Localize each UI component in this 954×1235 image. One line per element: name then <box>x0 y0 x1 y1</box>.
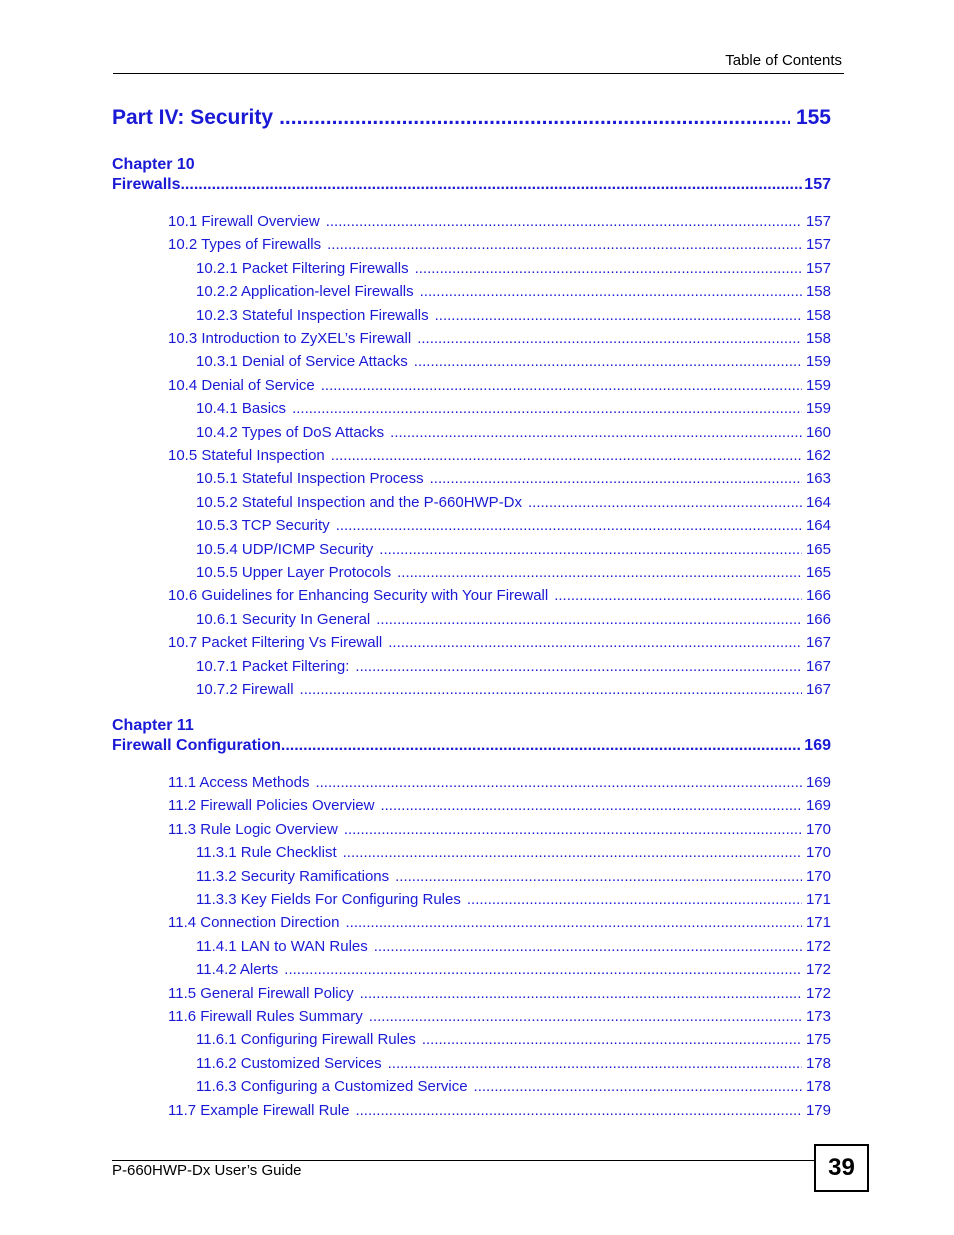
toc-entry[interactable] <box>168 377 831 394</box>
toc-entry[interactable] <box>168 236 831 253</box>
dot-leader <box>417 330 802 347</box>
toc-entry-title: 10.3.1 Denial of Service Attacks <box>196 353 408 371</box>
dot-leader <box>292 400 802 417</box>
footer-guide-title: P-660HWP-Dx User’s Guide <box>112 1162 302 1179</box>
toc-entry-page: 169 <box>805 797 831 815</box>
dot-leader <box>374 938 802 955</box>
toc-entry[interactable] <box>196 541 831 558</box>
toc-entry-page: 178 <box>805 1054 831 1072</box>
toc-entry-title: 11.6.1 Configuring Firewall Rules <box>196 1031 416 1049</box>
toc-entry[interactable] <box>196 470 831 487</box>
toc-entry-page: 165 <box>805 564 831 581</box>
toc-entry[interactable] <box>168 213 831 230</box>
toc-entry-title: 11.7 Example Firewall Rule <box>168 1101 350 1119</box>
dot-leader <box>414 353 802 370</box>
toc-entry-page: 167 <box>805 681 831 698</box>
toc-entry-page: 172 <box>805 937 831 955</box>
toc-entry-page: 157 <box>805 236 831 254</box>
toc-entry-page: 163 <box>805 470 831 488</box>
toc-part-page: 155 <box>795 106 831 129</box>
dot-leader <box>346 914 802 931</box>
toc-entry[interactable] <box>196 844 831 861</box>
dot-leader <box>284 961 802 978</box>
toc-entry[interactable] <box>168 797 831 814</box>
toc-entry-title: 10.6 Guidelines for Enhancing Security with Your Firewall <box>168 587 549 605</box>
toc-entry-page: 162 <box>805 447 831 464</box>
toc-entry-page: 173 <box>805 1008 831 1025</box>
dot-leader <box>415 260 802 277</box>
toc-entry-page: 171 <box>805 914 831 932</box>
toc-entry-title: 10.4.2 Types of DoS Attacks <box>196 423 385 441</box>
toc-entry-page: 166 <box>805 610 831 628</box>
toc-entry-title: 10.4 Denial of Service <box>168 376 315 394</box>
toc-entry-title: 10.4.1 Basics <box>196 400 287 418</box>
toc-entry-title: 10.5.2 Stateful Inspection and the P-660HWP-Dx <box>196 493 523 511</box>
dot-leader <box>422 1031 802 1048</box>
toc-entry-page: 157 <box>805 259 831 277</box>
toc-chapter-page: 157 <box>804 176 831 193</box>
toc-entry-page: 157 <box>805 213 831 230</box>
dot-leader <box>315 774 802 791</box>
toc-entry[interactable] <box>196 517 831 534</box>
toc-entry-page: 158 <box>805 283 831 301</box>
toc-entry-title: 10.5.3 TCP Security <box>196 517 330 535</box>
toc-entry-page: 172 <box>805 984 831 1002</box>
dot-leader <box>528 494 802 511</box>
toc-entry-title: 11.4.1 LAN to WAN Rules <box>196 937 368 955</box>
toc-chapter-entry[interactable] <box>112 176 831 194</box>
toc-entry-title: 11.3.3 Key Fields For Configuring Rules <box>196 891 461 908</box>
toc-entry[interactable] <box>168 914 831 931</box>
dot-leader <box>336 517 802 534</box>
dot-leader <box>360 985 802 1002</box>
toc-entry-title: 10.5.5 Upper Layer Protocols <box>196 564 392 581</box>
dot-leader <box>343 844 802 861</box>
toc-entry-title: 10.1 Firewall Overview <box>168 213 320 230</box>
dot-leader <box>379 541 802 558</box>
toc-entry-page: 171 <box>805 891 831 908</box>
toc-entry[interactable] <box>168 634 831 651</box>
dot-leader <box>554 587 802 604</box>
dot-leader <box>355 658 802 675</box>
dot-leader <box>326 213 802 230</box>
toc-chapter-entry[interactable] <box>112 737 831 755</box>
toc-entry-page: 160 <box>805 423 831 441</box>
dot-leader <box>300 681 802 698</box>
chapter-label: Chapter 10 <box>112 156 195 173</box>
toc-entry-page: 159 <box>805 400 831 418</box>
dot-leader <box>369 1008 802 1025</box>
toc-entry[interactable] <box>196 1031 831 1048</box>
toc-entry[interactable] <box>168 985 831 1002</box>
toc-entry-title: 11.1 Access Methods <box>168 774 310 791</box>
toc-entry-title: 10.7 Packet Filtering Vs Firewall <box>168 634 383 652</box>
toc-entry[interactable] <box>196 283 831 300</box>
toc-entry-page: 175 <box>805 1031 831 1049</box>
dot-leader <box>180 176 802 194</box>
toc-entry[interactable] <box>196 611 831 628</box>
toc-entry[interactable] <box>168 1102 831 1119</box>
dot-leader <box>344 821 802 838</box>
dot-leader <box>390 424 802 441</box>
dot-leader <box>430 470 802 487</box>
toc-entry-title: 10.7.1 Packet Filtering: <box>196 657 350 675</box>
toc-entry-title: 11.6.3 Configuring a Customized Service <box>196 1078 468 1096</box>
toc-entry[interactable] <box>196 868 831 885</box>
toc-entry[interactable] <box>196 961 831 978</box>
toc-entry-page: 164 <box>805 517 831 535</box>
toc-entry[interactable] <box>196 681 831 698</box>
page-number-box <box>814 1144 869 1192</box>
toc-entry-title: 11.6.2 Customized Services <box>196 1054 382 1072</box>
toc-entry[interactable] <box>168 774 831 791</box>
dot-leader <box>395 868 802 885</box>
toc-entry-page: 164 <box>805 493 831 511</box>
toc-entry[interactable] <box>196 1078 831 1095</box>
toc-entry-page: 170 <box>805 844 831 862</box>
toc-entry[interactable] <box>196 307 831 324</box>
dot-leader <box>327 236 802 253</box>
toc-entry[interactable] <box>196 260 831 277</box>
toc-entry-page: 169 <box>805 774 831 791</box>
dot-leader <box>467 891 802 908</box>
toc-part-title: Part IV: Security <box>112 106 274 129</box>
page-number: 39 <box>828 1154 855 1181</box>
toc-entry[interactable] <box>196 564 831 581</box>
toc-entry[interactable] <box>196 938 831 955</box>
toc-entry-title: 10.2.3 Stateful Inspection Firewalls <box>196 306 429 324</box>
dot-leader <box>279 106 790 130</box>
toc-entry[interactable] <box>168 330 831 347</box>
toc-entry-page: 167 <box>805 634 831 652</box>
toc-entry[interactable] <box>196 1055 831 1072</box>
toc-entry[interactable] <box>168 821 831 838</box>
toc-entry-page: 158 <box>805 330 831 347</box>
dot-leader <box>380 797 802 814</box>
dot-leader <box>420 283 802 300</box>
toc-entry-title: 10.5.1 Stateful Inspection Process <box>196 470 424 488</box>
toc-part-entry[interactable] <box>112 106 831 130</box>
toc-entry-page: 170 <box>805 820 831 838</box>
toc-entry-page: 166 <box>805 587 831 605</box>
toc-entry-title: 10.5 Stateful Inspection <box>168 447 325 464</box>
chapter-label: Chapter 11 <box>112 717 194 734</box>
toc-entry-page: 165 <box>805 540 831 558</box>
dot-leader <box>376 611 802 628</box>
toc-entry-page: 167 <box>805 657 831 675</box>
toc-entry-title: 11.4.2 Alerts <box>196 961 279 979</box>
toc-entry-page: 170 <box>805 867 831 885</box>
toc-entry-page: 159 <box>805 376 831 394</box>
page-header-title: Table of Contents <box>725 52 842 69</box>
toc-entry-title: 11.3.2 Security Ramifications <box>196 867 390 885</box>
toc-entry-title: 10.3 Introduction to ZyXEL’s Firewall <box>168 330 412 347</box>
toc-chapter-title: Firewalls <box>112 176 181 193</box>
dot-leader <box>355 1102 802 1119</box>
toc-entry-title: 11.4 Connection Direction <box>168 914 340 932</box>
toc-entry-title: 10.7.2 Firewall <box>196 681 294 698</box>
toc-entry-title: 10.6.1 Security In General <box>196 610 371 628</box>
toc-entry[interactable] <box>196 424 831 441</box>
toc-chapter-title: Firewall Configuration <box>112 737 281 754</box>
toc-entry-page: 172 <box>805 961 831 979</box>
toc-entry-page: 179 <box>805 1101 831 1119</box>
dot-leader <box>331 447 802 464</box>
toc-entry-title: 11.2 Firewall Policies Overview <box>168 797 375 815</box>
toc-entry-title: 11.3.1 Rule Checklist <box>196 844 337 862</box>
dot-leader <box>281 737 802 755</box>
toc-entry[interactable] <box>196 400 831 417</box>
dot-leader <box>435 307 802 324</box>
toc-entry[interactable] <box>196 353 831 370</box>
dot-leader <box>474 1078 802 1095</box>
toc-entry-title: 10.2.1 Packet Filtering Firewalls <box>196 259 409 277</box>
toc-entry-title: 11.3 Rule Logic Overview <box>168 820 338 838</box>
toc-entry[interactable] <box>168 1008 831 1025</box>
dot-leader <box>388 634 802 651</box>
toc-entry[interactable] <box>168 447 831 464</box>
toc-chapter-page: 169 <box>804 737 831 754</box>
toc-entry-title: 10.2.2 Application-level Firewalls <box>196 283 414 301</box>
toc-entry[interactable] <box>168 587 831 604</box>
toc-entry[interactable] <box>196 891 831 908</box>
dot-leader <box>388 1055 802 1072</box>
toc-entry-page: 178 <box>805 1078 831 1096</box>
toc-entry-title: 11.5 General Firewall Policy <box>168 984 354 1002</box>
dot-leader <box>321 377 802 394</box>
toc-entry-title: 11.6 Firewall Rules Summary <box>168 1008 363 1025</box>
dot-leader <box>397 564 802 581</box>
toc-entry-title: 10.5.4 UDP/ICMP Security <box>196 540 374 558</box>
toc-entry[interactable] <box>196 494 831 511</box>
toc-entry-title: 10.2 Types of Firewalls <box>168 236 322 254</box>
footer-rule <box>112 1160 815 1161</box>
toc-entry-page: 158 <box>805 306 831 324</box>
toc-entry-page: 159 <box>805 353 831 371</box>
toc-entry[interactable] <box>196 658 831 675</box>
